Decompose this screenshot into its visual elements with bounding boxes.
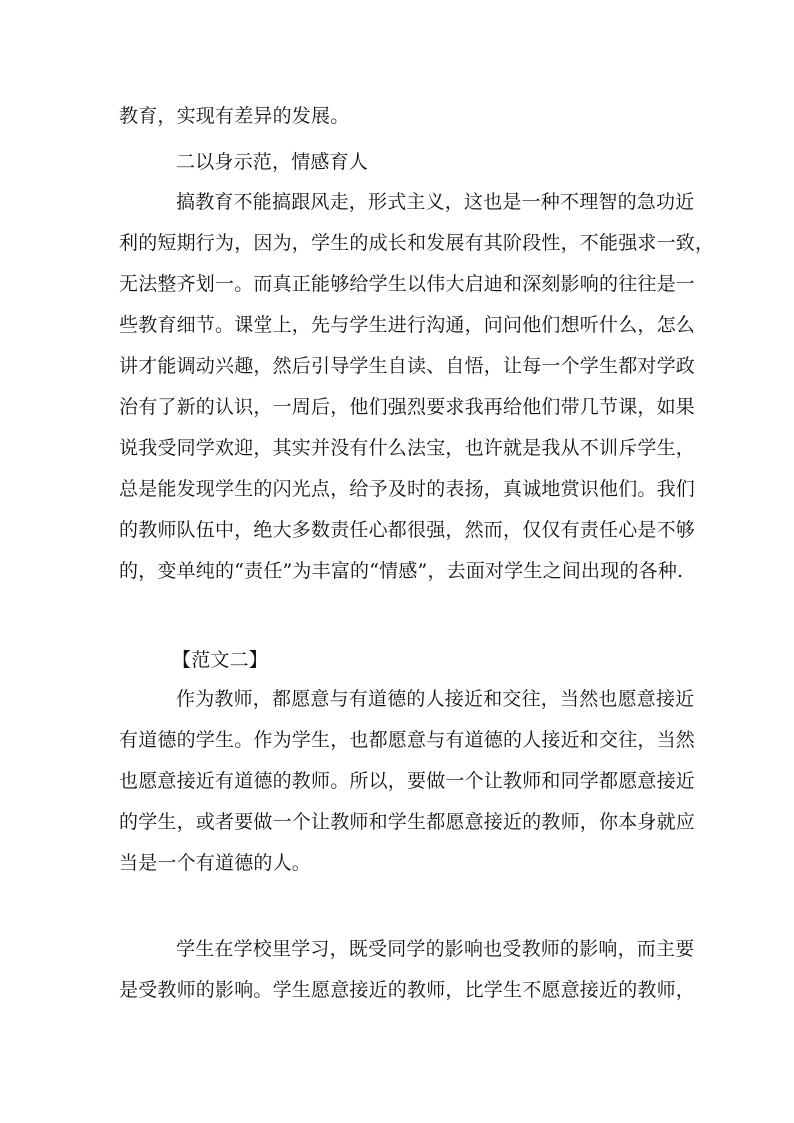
paragraph-line: 搞教育不能搞跟风走，形式主义，这也是一种不理智的急功近 xyxy=(176,191,695,213)
paragraph-line: 作为教师，都愿意与有道德的人接近和交往，当然也愿意接近 xyxy=(176,688,695,710)
paragraph-line: 的，变单纯的“责任”为丰富的“情感”，去面对学生之间出现的各种. xyxy=(119,560,684,582)
essay2-heading: 【范文二】 xyxy=(172,649,269,671)
section2-heading: 二以身示范，情感育人 xyxy=(176,151,369,173)
paragraph-line: 说我受同学欢迎，其实并没有什么法宝，也许就是我从不训斥学生， xyxy=(119,437,696,459)
paragraph-line: 当是一个有道德的人。 xyxy=(119,852,312,874)
paragraph-line: 学生在学校里学习，既受同学的影响也受教师的影响，而主要 xyxy=(176,938,695,960)
paragraph-line: 是受教师的影响。学生愿意接近的教师，比学生不愿意接近的教师， xyxy=(119,979,696,1001)
paragraph-line: 的教师队伍中，绝大多数责任心都很强，然而，仅仅有责任心是不够 xyxy=(119,519,696,541)
paragraph-line: 治有了新的认识，一周后，他们强烈要求我再给他们带几节课，如果 xyxy=(119,396,696,418)
paragraph-line: 的学生，或者要做一个让教师和学生都愿意接近的教师，你本身就应 xyxy=(119,811,696,833)
paragraph-line: 也愿意接近有道德的教师。所以，要做一个让教师和同学都愿意接近 xyxy=(119,770,696,792)
paragraph-line: 无法整齐划一。而真正能够给学生以伟大启迪和深刻影响的往往是一 xyxy=(119,273,696,295)
paragraph-line: 总是能发现学生的闪光点，给予及时的表扬，真诚地赏识他们。我们 xyxy=(119,478,696,500)
paragraph-line: 些教育细节。课堂上，先与学生进行沟通，问问他们想听什么，怎么 xyxy=(119,314,696,336)
paragraph-line: 讲才能调动兴趣，然后引导学生自读、自悟，让每一个学生都对学政 xyxy=(119,355,696,377)
paragraph-line: 有道德的学生。作为学生，也都愿意与有道德的人接近和交往，当然 xyxy=(119,729,696,751)
paragraph-line: 利的短期行为，因为，学生的成长和发展有其阶段性，不能强求一致， xyxy=(119,232,715,254)
section1-tail-line: 教育，实现有差异的发展。 xyxy=(119,105,350,127)
